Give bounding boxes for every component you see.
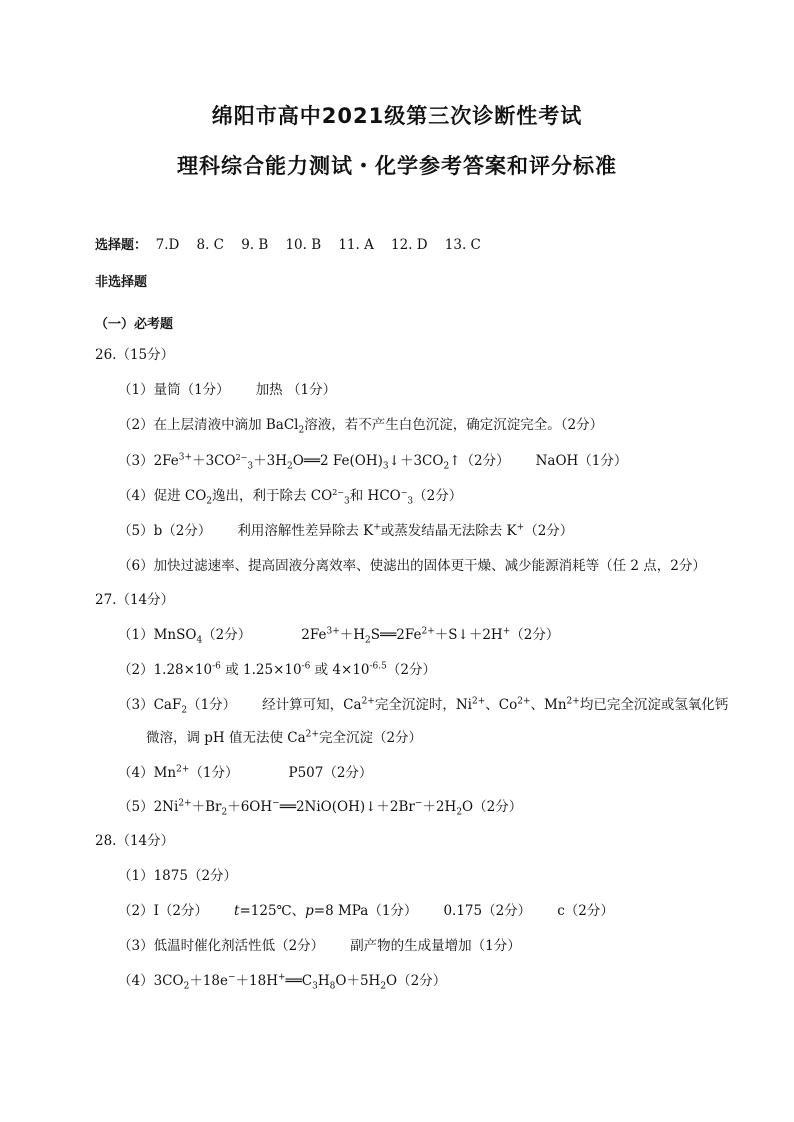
choice-label: 选择题： (95, 238, 148, 253)
q26-heading: 26.（15分） (95, 347, 175, 363)
q27-answer-5: $(5)2Ni^{2+}+Br_2+6OH^-══2NiO(OH)↓+2Br^-+2H_2O(2$分） (118, 798, 523, 818)
q26-answer-1: （1）量筒（1分） 加热 （1分） (118, 382, 337, 398)
q26-answer-4: （4）促进 $CO_2$逸出，利于除去 $CO_{2-3}$和 $HCO_{-3}(2$分） (118, 487, 463, 507)
q28-answer-3: （3）低温时催化剂活性低（2分） 副产物的生成量增加（1分） (118, 938, 521, 954)
answer: 10. B (285, 237, 322, 253)
q28-answer-4: $(4)3CO_2+18e^-+18H^+══C_3H_8O+5H_2O(2$分） (118, 972, 447, 992)
q27-answer-1: （1）MnSO$_4$（2分） $2Fe^{3+}+H_2S══2Fe^{2+}+S↓+2H^+(2$分） (118, 626, 560, 646)
q27-answer-3: （3）CaF$_2$（1分） 经计算可知，$Ca^{2+}$完全沉淀时，$Ni^{2+}$、$Co^{2+}$、$Mn^{2+}$均已完全沉淀或氢氧化钙 (118, 696, 729, 716)
q26-answer-2: （2）在上层清液中滴加 BaCl$_2$溶液，若不产生白色沉淀，确定沉淀完全。（2分） (118, 417, 604, 436)
q28-answer-1: （1）1875（2分） (118, 868, 238, 884)
answer: 8. C (196, 237, 225, 253)
nonchoice-heading: 非选择题 (95, 275, 148, 290)
answer: 13. C (444, 237, 481, 253)
q27-answer-3-cont: 微溶，调 pH 值无法使 $Ca^{2+}$完全沉淀（2分） (146, 729, 423, 746)
q27-answer-2: $(2)1.28\times 10^{-6}$ 或 $1.25\times 10^{-6}$ 或 $4\times 10^{-6.5}(2$分） (118, 661, 436, 678)
q26-answer-3: $(3)2Fe^{3+}+3CO_{2-3}+3H_2O══2$ $Fe(OH)_3↓+3CO_2↑(2$分） NaOH（1分） (118, 452, 628, 472)
q28-heading: 28.（14分） (95, 833, 175, 849)
q26-answer-6: （6）加快过滤速率、提高固液分离效率、使滤出的固体更干燥、减少能源消耗等（任 2 点，2分） (118, 558, 706, 574)
required-heading: （一）必考题 (95, 317, 174, 332)
q27-answer-4: $(4)Mn^{2+}(1$分） P507（2分） (118, 764, 373, 781)
answer: 7.D (155, 237, 180, 253)
page-subtitle: 理科综合能力测试・化学参考答案和评分标准 (177, 154, 617, 178)
q26-answer-5: （5）b（2分） 利用溶解性差异除去 K+或蒸发结晶无法除去 K+（2分） (118, 522, 574, 539)
answer: 12. D (391, 237, 428, 253)
q28-answer-2: （2）I（2分） t=125℃、p=8 MPa（1分） 0.175（2分） c（2分） (118, 903, 614, 919)
answer: 9. B (241, 237, 269, 253)
q27-heading: 27.（14分） (95, 592, 175, 608)
page-title: 绵阳市高中2021级第三次诊断性考试 (211, 104, 583, 128)
answer: 11. A (338, 237, 374, 253)
choice-answers (95, 236, 481, 255)
